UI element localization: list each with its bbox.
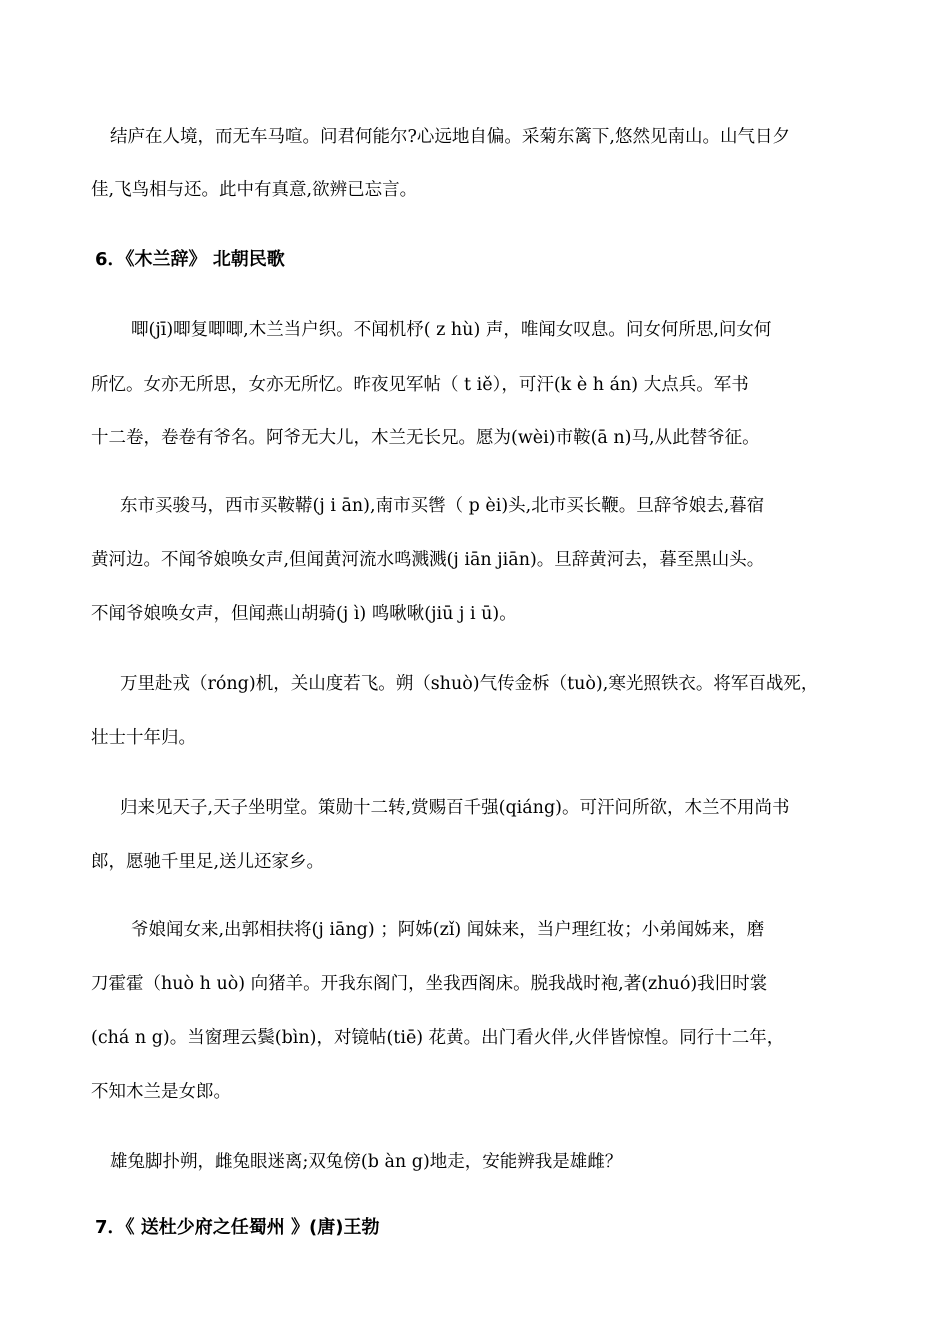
poem-line: 不闻爷娘唤女声，但闻燕山胡骑(j ì) 鸣啾啾(jiū j i ū)。: [91, 604, 517, 624]
section-heading: 7．《 送杜少府之任蜀州 》(唐)王勃: [95, 1217, 380, 1238]
poem-line: 郎，愿驰千里足,送儿还家乡。: [91, 852, 325, 872]
poem-line: 雄兔脚扑朔，雌兔眼迷离;双兔傍(b àn g)地走，安能辨我是雄雌？: [110, 1152, 623, 1172]
poem-line: 黄河边。不闻爷娘唤女声,但闻黄河流水鸣溅溅(j iān jiān)。旦辞黄河去，暮至黑山头。: [91, 550, 765, 570]
poem-line: 东市买骏马，西市买鞍鞯(j i ān),南市买辔（ p èi)头,北市买长鞭。旦辞爷娘去,暮宿: [120, 496, 765, 516]
poem-line: 万里赴戎（róng)机，关山度若飞。朔（shuò)气传金柝（tuò),寒光照铁衣。将军百战死，: [120, 674, 819, 694]
poem-line: 刀霍霍（huò h uò) 向猪羊。开我东阁门，坐我西阁床。脱我战时袍,著(zhuó)我旧时裳: [91, 974, 768, 994]
poem-line: [110, 125, 852, 149]
text-span: 结庐在人境，而无车马喧。问君何能尔?心远地自偏。采菊东篱下,悠然见南山。山气日夕: [110, 127, 790, 147]
section-heading: 6．《木兰辞》 北朝民歌: [95, 249, 285, 270]
poem-line: 唧(jī)唧复唧唧,木兰当户织。不闻机杼( z hù) 声，唯闻女叹息。问女何所思,问女何: [131, 320, 772, 340]
poem-line: 壮士十年归。: [91, 728, 196, 748]
poem-line: (chá n g)。当窗理云鬓(bìn)，对镜帖(tiē) 花黄。出门看火伴,火伴皆惊惶。同行十二年，: [91, 1028, 785, 1048]
poem-line: 不知木兰是女郎。: [91, 1082, 231, 1102]
poem-line: 所忆。女亦无所思，女亦无所忆。昨夜见军帖（ t iě），可汗(k è h án) 大点兵。军书: [91, 375, 749, 395]
poem-line: 佳,飞鸟相与还。此中有真意,欲辨已忘言。: [91, 180, 418, 200]
poem-line: 爷娘闻女来,出郭相扶将(j iāng) ；阿姊(zǐ) 闻妹来，当户理红妆；小弟闻姊来，磨: [131, 920, 765, 940]
poem-line: 十二卷，卷卷有爷名。阿爷无大儿，木兰无长兄。愿为(wèi)市鞍(ā n)马,从此替爷征。: [91, 428, 760, 448]
poem-line: 归来见天子,天子坐明堂。策勋十二转,赏赐百千强(qiáng)。可汗问所欲，木兰不用尚书: [120, 798, 790, 818]
